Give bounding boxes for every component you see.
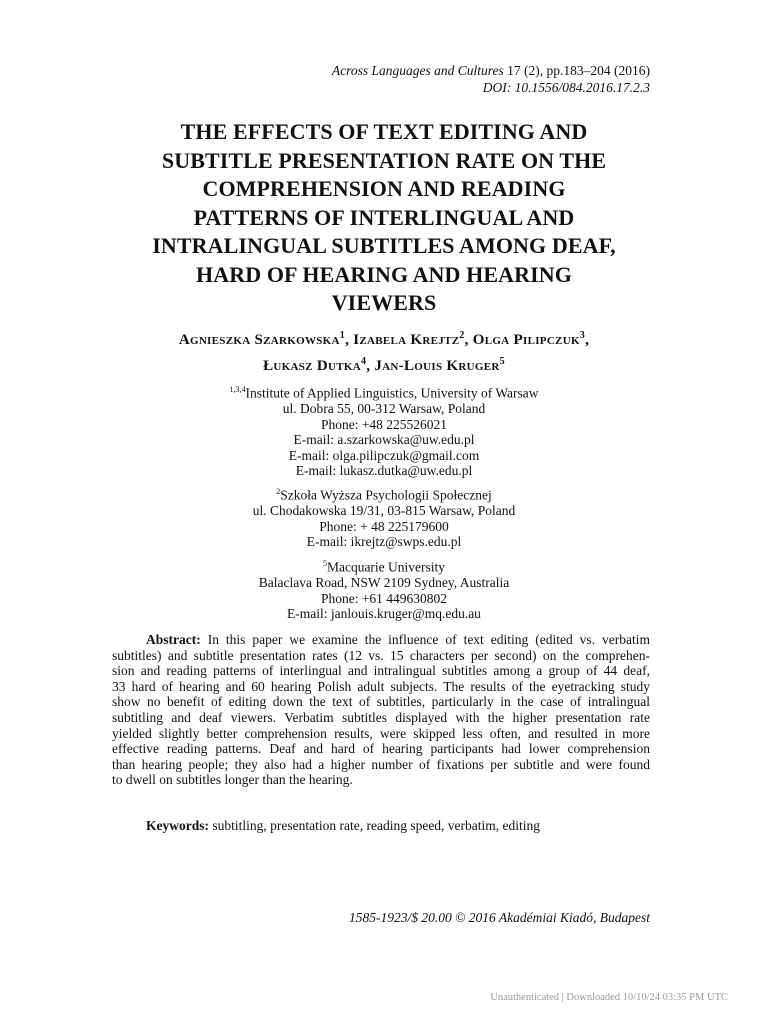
keywords-label: Keywords:	[146, 818, 209, 833]
author-sup: 5	[499, 356, 505, 367]
abstract-line: show no benefit of editing down the text of subtitles, particularly in the case of intralingual	[112, 694, 650, 710]
abstract-label: Abstract:	[146, 632, 201, 647]
abstract-line: subtitles) and subtitle presentation rates (12 vs. 15 characters per second) on the comprehen-	[112, 647, 650, 663]
affiliation-line: Macquarie University	[326, 559, 446, 575]
author-sup: 3	[579, 330, 586, 341]
author-name: Jan-Louis Kruger	[374, 358, 500, 374]
affiliation-email: E-mail: ikrejtz@swps.edu.pl	[306, 534, 462, 550]
author-sup: 2	[459, 330, 465, 341]
affiliation-warsaw	[60, 382, 708, 479]
affiliation-line: Phone: +61 449630802	[320, 590, 448, 606]
affiliation-line: Institute of Applied Linguistics, University of Warsaw	[245, 385, 539, 401]
affiliation-email: E-mail: olga.pilipczuk@gmail.com	[288, 447, 480, 463]
affiliation-line: Phone: +48 225526021	[320, 416, 448, 432]
abstract	[112, 632, 650, 788]
affiliation-swps	[60, 484, 708, 550]
abstract-line: subtitling and deaf viewers. Verbatim subtitles displayed with the higher presentation rate	[112, 709, 650, 725]
affiliation-sup: 5	[322, 559, 327, 568]
affiliation-line: Szkoła Wyższa Psychologii Społecznej	[280, 487, 492, 503]
author-list: Agnieszka Szarkowska$^1$, Izabela Krejtz$^2$, Olga Pilipczuk$^3$, Łukasz Dutka$^4$, Jan-Louis Kruger$^5$	[178, 330, 590, 374]
keywords-text: subtitling, presentation rate, reading speed, verbatim, editing	[212, 818, 541, 833]
author-name: Agnieszka Szarkowska	[178, 332, 340, 348]
affiliation-email: E-mail: lukasz.dutka@uw.edu.pl	[295, 463, 473, 479]
author-name: Łukasz Dutka	[263, 358, 361, 374]
journal-citation	[332, 62, 650, 96]
affiliation-line: ul. Chodakowska 19/31, 03-815 Warsaw, Poland	[252, 503, 516, 519]
author-name: Olga Pilipczuk	[472, 332, 580, 348]
keywords	[146, 818, 540, 834]
abstract-line: to dwell on subtitles longer than the hearing.	[112, 772, 353, 788]
title-line: THE EFFECTS OF TEXT EDITING AND	[180, 119, 588, 144]
journal-volume: 17 (2), pp.183–204 (2016)	[507, 63, 650, 78]
affiliation-sup: 1,3,4	[229, 385, 246, 394]
title-line: HARD OF HEARING AND HEARING	[196, 261, 572, 287]
affiliation-line: Balaclava Road, NSW 2109 Sydney, Australia	[258, 575, 510, 591]
download-watermark: Unauthenticated | Downloaded 10/10/24 03:35 PM UTC	[490, 992, 728, 1003]
abstract-line: yielded slightly better comprehension results, were skipped less often, and resulted in more	[112, 725, 650, 741]
abstract-line: sion and reading patterns of interlingual and intralingual subtitles among a group of 44 deaf,	[112, 663, 650, 679]
title-line: INTRALINGUAL SUBTITLES AMONG DEAF,	[152, 233, 616, 258]
title-line: SUBTITLE PRESENTATION RATE ON THE	[161, 147, 607, 173]
affiliation-macquarie	[60, 556, 708, 622]
author-sup: 1	[339, 330, 346, 341]
paper-title	[60, 118, 708, 318]
title-line: PATTERNS OF INTERLINGUAL AND	[193, 204, 575, 230]
affiliation-line: ul. Dobra 55, 00-312 Warsaw, Poland	[282, 401, 486, 417]
doi: DOI: 10.1556/084.2016.17.2.3	[482, 80, 650, 95]
affiliation-email: E-mail: janlouis.kruger@mq.edu.au	[287, 606, 481, 622]
abstract-line: effective reading patterns. Deaf and hard of hearing participants had lower comprehension	[112, 741, 650, 757]
journal-name: Across Languages and Cultures	[331, 63, 504, 78]
author-sup: 4	[360, 356, 367, 367]
affiliation-line: Phone: + 48 225179600	[319, 518, 449, 534]
abstract-line: 33 hard of hearing and 60 hearing Polish adult subjects. The results of the eyetracking study	[112, 678, 650, 694]
abstract-line: than hearing people; they also had a higher number of fixations per subtitle and were found	[112, 756, 650, 772]
title-line: VIEWERS	[331, 290, 437, 315]
copyright-footer: 1585-1923/$ 20.00 © 2016 Akadémiai Kiadó, Budapest	[349, 910, 650, 925]
abstract-line: In this paper we examine the influence of text editing (edited vs. verbatim	[207, 632, 650, 647]
affiliation-email: E-mail: a.szarkowska@uw.edu.pl	[293, 432, 475, 448]
author-name: Izabela Krejtz	[353, 332, 460, 348]
title-line: COMPREHENSION AND READING	[202, 176, 566, 201]
affiliation-sup: 2	[276, 487, 281, 496]
